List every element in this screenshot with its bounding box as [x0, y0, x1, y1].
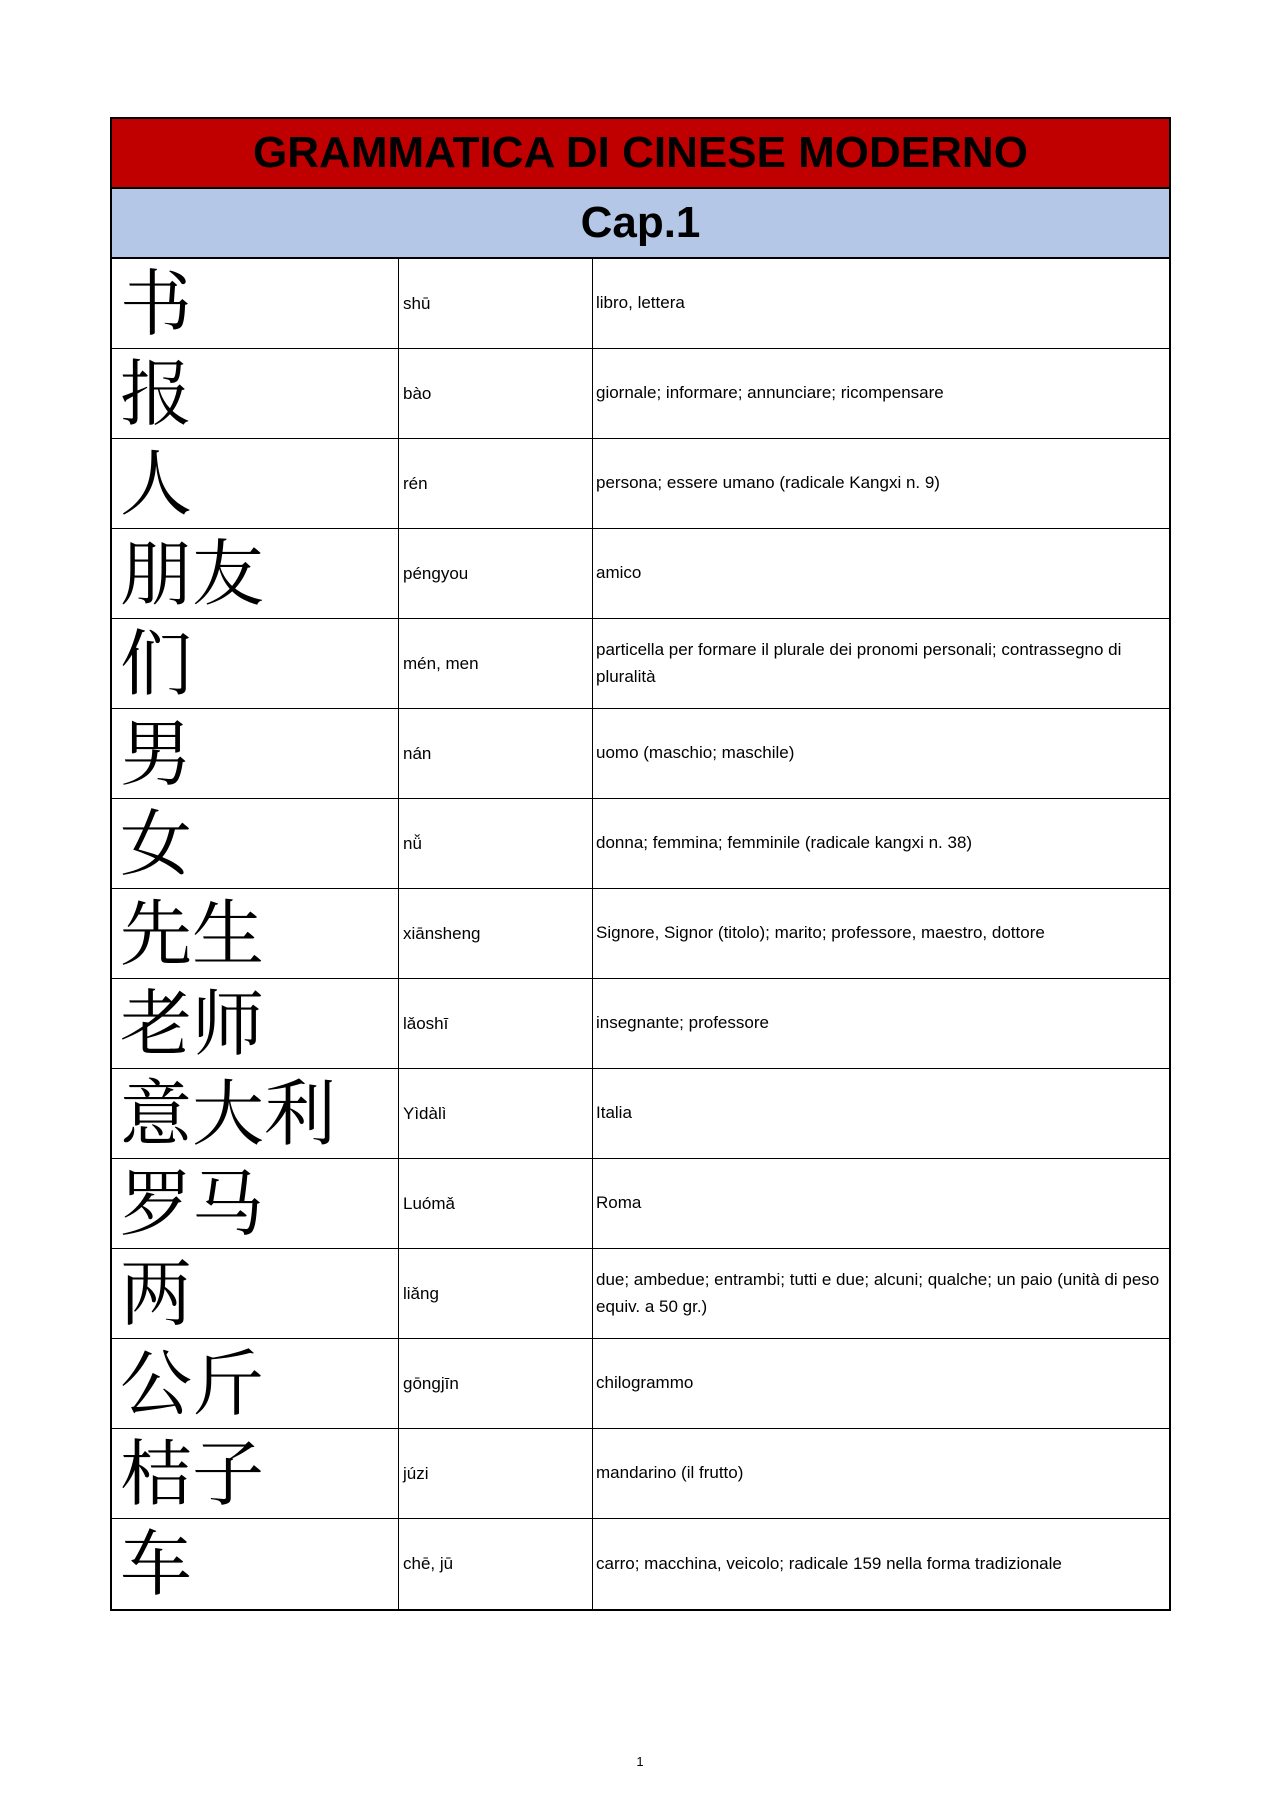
- hanzi-cell: 女: [112, 799, 399, 888]
- hanzi-cell: 书: [112, 259, 399, 348]
- table-row: [112, 799, 1169, 889]
- meaning-cell: chilogrammo: [596, 1373, 694, 1393]
- pinyin-cell: gōngjīn: [399, 1339, 593, 1428]
- hanzi-cell: 男: [112, 709, 399, 798]
- hanzi-cell: 人: [112, 439, 399, 528]
- meaning-cell: Roma: [596, 1193, 642, 1213]
- table-row: [112, 1249, 1169, 1339]
- table-row: [112, 889, 1169, 979]
- meaning-cell: amico: [596, 563, 642, 583]
- pinyin-cell: nǚ: [399, 799, 593, 888]
- hanzi-cell: 老师: [112, 979, 399, 1068]
- table-row: [112, 709, 1169, 799]
- pinyin-cell: chē, jū: [399, 1519, 593, 1609]
- pinyin-cell: nán: [399, 709, 593, 798]
- document-title: GRAMMATICA DI CINESE MODERNO: [112, 119, 1169, 189]
- meaning-cell: uomo (maschio; maschile): [596, 743, 795, 763]
- pinyin-cell: mén, men: [399, 619, 593, 708]
- meaning-cell: Signore, Signor (titolo); marito; professore, maestro, dottore: [596, 923, 1045, 943]
- table-row: [112, 439, 1169, 529]
- pinyin-cell: liǎng: [399, 1249, 593, 1338]
- table-row: [112, 349, 1169, 439]
- pinyin-cell: júzi: [399, 1429, 593, 1518]
- meaning-cell: mandarino (il frutto): [596, 1463, 744, 1483]
- vocabulary-sheet: [110, 117, 1171, 1611]
- pinyin-cell: bào: [399, 349, 593, 438]
- pinyin-cell: shū: [399, 259, 593, 348]
- meaning-cell: libro, lettera: [596, 293, 685, 313]
- page-number: 1: [636, 1754, 644, 1769]
- hanzi-cell: 罗马: [112, 1159, 399, 1248]
- hanzi-cell: 意大利: [112, 1069, 399, 1158]
- table-row: [112, 1429, 1169, 1519]
- pinyin-cell: xiānsheng: [399, 889, 593, 978]
- table-row: [112, 979, 1169, 1069]
- hanzi-cell: 朋友: [112, 529, 399, 618]
- pinyin-cell: Luómǎ: [399, 1159, 593, 1248]
- pinyin-cell: péngyou: [399, 529, 593, 618]
- hanzi-cell: 们: [112, 619, 399, 708]
- meaning-cell: carro; macchina, veicolo; radicale 159 nella forma tradizionale: [596, 1553, 1062, 1573]
- meaning-cell: Italia: [596, 1103, 632, 1123]
- table-row: [112, 259, 1169, 349]
- table-row: [112, 1519, 1169, 1609]
- table-row: [112, 619, 1169, 709]
- pinyin-cell: rén: [399, 439, 593, 528]
- hanzi-cell: 两: [112, 1249, 399, 1338]
- meaning-cell: giornale; informare; annunciare; ricompensare: [596, 383, 944, 403]
- chapter-heading: Cap.1: [112, 189, 1169, 259]
- hanzi-cell: 先生: [112, 889, 399, 978]
- hanzi-cell: 报: [112, 349, 399, 438]
- table-row: [112, 1069, 1169, 1159]
- table-row: [112, 529, 1169, 619]
- hanzi-cell: 公斤: [112, 1339, 399, 1428]
- hanzi-cell: 桔子: [112, 1429, 399, 1518]
- meaning-cell: due; ambedue; entrambi; tutti e due; alcuni; qualche; un paio (unità di peso equiv. a 50 gr.): [596, 1270, 1160, 1316]
- vocabulary-table: [112, 259, 1169, 1609]
- table-row: [112, 1339, 1169, 1429]
- pinyin-cell: lǎoshī: [399, 979, 593, 1068]
- meaning-cell: insegnante; professore: [596, 1013, 769, 1033]
- meaning-cell: donna; femmina; femminile (radicale kangxi n. 38): [596, 833, 973, 853]
- pinyin-cell: Yìdàlì: [399, 1069, 593, 1158]
- table-row: [112, 1159, 1169, 1249]
- meaning-cell: persona; essere umano (radicale Kangxi n. 9): [596, 473, 940, 493]
- hanzi-cell: 车: [112, 1519, 399, 1609]
- meaning-cell: particella per formare il plurale dei pronomi personali; contrassegno di pluralità: [596, 640, 1122, 686]
